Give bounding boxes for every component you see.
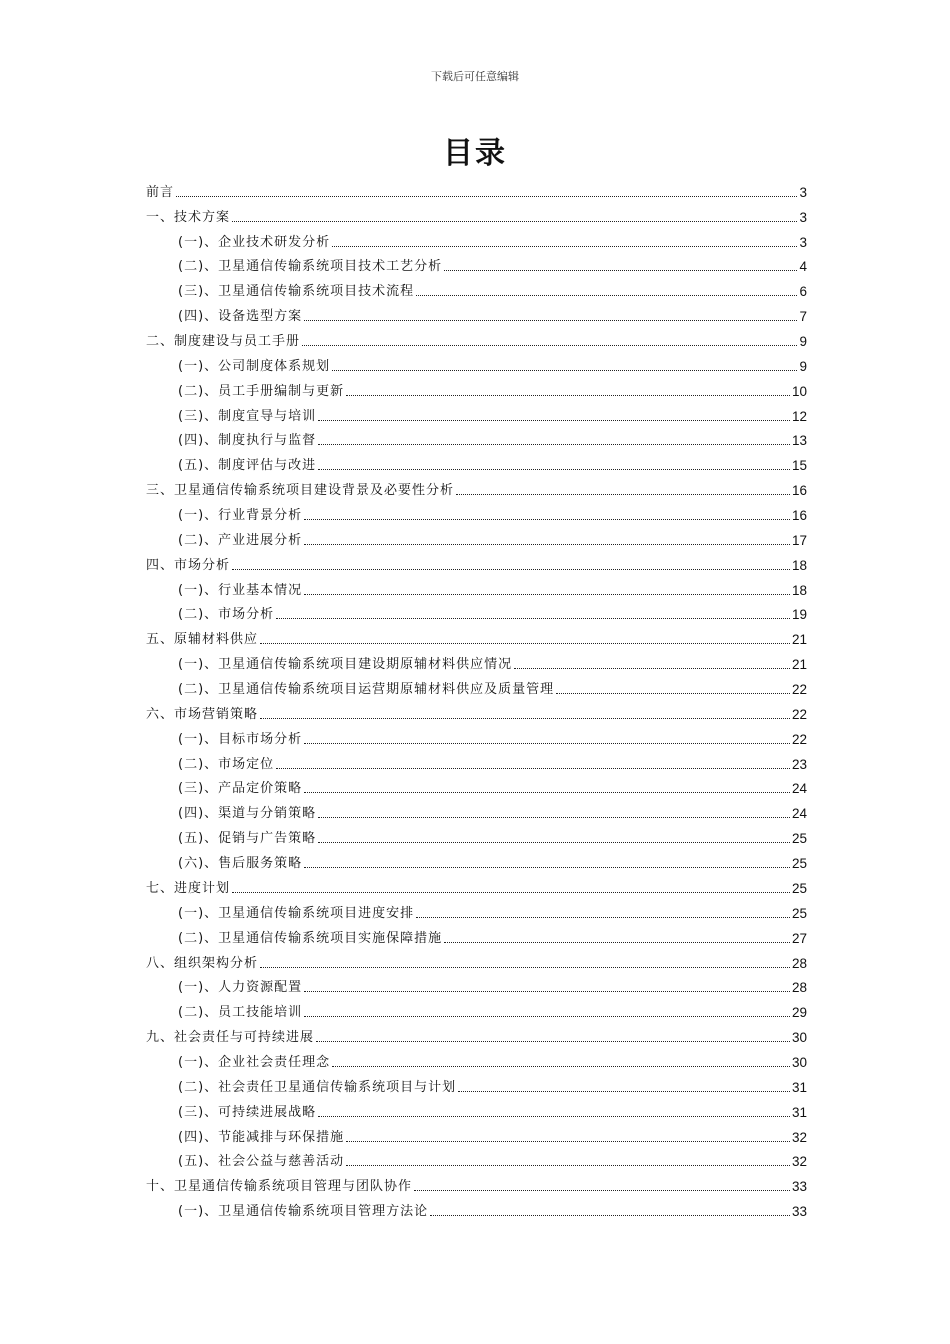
toc-entry-title: (一)、行业基本情况 (178, 582, 303, 598)
toc-dot-leader (304, 544, 790, 545)
toc-dot-leader (304, 991, 790, 992)
toc-dot-leader (346, 395, 790, 396)
toc-dot-leader (456, 494, 790, 495)
toc-dot-leader (276, 618, 790, 619)
toc-entry-title: 一、技术方案 (146, 209, 231, 225)
toc-dot-leader (302, 345, 797, 346)
toc-entry-page-number: 25 (791, 880, 807, 896)
toc-entry-title: (二)、卫星通信传输系统项目运营期原辅材料供应及质量管理 (178, 682, 555, 698)
toc-entry[interactable] (146, 973, 807, 998)
toc-entry[interactable] (146, 774, 807, 799)
toc-entry-page-number: 21 (791, 657, 807, 673)
toc-entry-title: (四)、节能减排与环保措施 (178, 1129, 345, 1145)
toc-entry[interactable] (146, 1171, 807, 1196)
toc-entry-title: 四、市场分析 (146, 557, 231, 573)
toc-entry-page-number: 33 (791, 1204, 807, 1220)
toc-entry-page-number: 25 (791, 831, 807, 847)
toc-entry[interactable] (146, 873, 807, 898)
toc-entry[interactable] (146, 948, 807, 973)
toc-dot-leader (304, 792, 790, 793)
toc-dot-leader (304, 519, 790, 520)
toc-entry[interactable] (146, 1072, 807, 1097)
page-header: 下载后可任意编辑 (431, 70, 519, 83)
toc-entry-title: (一)、目标市场分析 (178, 731, 303, 747)
toc-dot-leader (332, 1066, 790, 1067)
toc-entry-title: (二)、产业进展分析 (178, 532, 303, 548)
toc-entry-title: (六)、售后服务策略 (178, 856, 303, 872)
toc-entry-title: 二、制度建设与员工手册 (146, 334, 301, 350)
toc-entry[interactable] (146, 177, 807, 202)
toc-entry-title: (一)、企业社会责任理念 (178, 1054, 331, 1070)
toc-entry-page-number: 32 (791, 1129, 807, 1145)
toc-dot-leader (304, 867, 790, 868)
toc-entry[interactable] (146, 997, 807, 1022)
toc-entry-title: (二)、员工技能培训 (178, 1005, 303, 1021)
toc-entry[interactable] (146, 898, 807, 923)
toc-entry-title: (三)、产品定价策略 (178, 781, 303, 797)
toc-dot-leader (304, 594, 790, 595)
toc-entry[interactable] (146, 1122, 807, 1147)
page-title: 目录 (443, 136, 507, 171)
toc-entry[interactable] (146, 450, 807, 475)
toc-entry-page-number: 31 (791, 1079, 807, 1095)
toc-entry-page-number: 10 (791, 383, 807, 399)
table-of-contents (146, 177, 807, 1221)
toc-entry-page-number: 9 (799, 334, 807, 350)
toc-dot-leader (346, 1165, 790, 1166)
toc-entry-page-number: 17 (791, 532, 807, 548)
toc-entry-page-number: 3 (799, 184, 807, 200)
toc-entry-title: (一)、行业背景分析 (178, 508, 303, 524)
toc-entry-page-number: 25 (791, 856, 807, 872)
toc-entry-title: (二)、员工手册编制与更新 (178, 383, 345, 399)
toc-entry-page-number: 22 (791, 731, 807, 747)
toc-entry[interactable] (146, 301, 807, 326)
toc-entry-page-number: 22 (791, 706, 807, 722)
toc-entry-page-number: 3 (799, 234, 807, 250)
toc-entry[interactable] (146, 823, 807, 848)
toc-dot-leader (260, 718, 790, 719)
toc-entry-page-number: 25 (791, 905, 807, 921)
toc-dot-leader (416, 295, 797, 296)
toc-entry-title: 五、原辅材料供应 (146, 632, 259, 648)
toc-dot-leader (414, 1190, 790, 1191)
toc-entry[interactable] (146, 1196, 807, 1221)
toc-dot-leader (304, 320, 797, 321)
toc-dot-leader (276, 768, 790, 769)
toc-entry[interactable] (146, 1022, 807, 1047)
toc-entry-page-number: 33 (791, 1179, 807, 1195)
toc-dot-leader (318, 420, 790, 421)
toc-entry-page-number: 28 (791, 955, 807, 971)
toc-entry-page-number: 31 (791, 1104, 807, 1120)
toc-entry[interactable] (146, 351, 807, 376)
toc-entry[interactable] (146, 326, 807, 351)
toc-entry-title: (三)、可持续进展战略 (178, 1104, 317, 1120)
toc-dot-leader (304, 743, 790, 744)
toc-entry-title: (三)、制度宣导与培训 (178, 408, 317, 424)
toc-entry-title: (二)、卫星通信传输系统项目实施保障措施 (178, 930, 443, 946)
toc-entry-title: 十、卫星通信传输系统项目管理与团队协作 (146, 1179, 413, 1195)
toc-dot-leader (318, 817, 790, 818)
toc-entry-page-number: 29 (791, 1005, 807, 1021)
toc-dot-leader (232, 892, 790, 893)
toc-entry[interactable] (146, 401, 807, 426)
toc-entry-title: (五)、社会公益与慈善活动 (178, 1154, 345, 1170)
toc-entry-title: (五)、制度评估与改进 (178, 458, 317, 474)
toc-entry-title: (四)、渠道与分销策略 (178, 806, 317, 822)
toc-dot-leader (458, 1091, 790, 1092)
toc-entry[interactable] (146, 798, 807, 823)
toc-entry-title: (一)、卫星通信传输系统项目管理方法论 (178, 1204, 429, 1220)
toc-dot-leader (318, 1116, 790, 1117)
toc-entry-page-number: 4 (799, 259, 807, 275)
toc-entry-page-number: 21 (791, 632, 807, 648)
toc-dot-leader (260, 643, 790, 644)
toc-entry-title: 八、组织架构分析 (146, 955, 259, 971)
toc-entry-title: 六、市场营销策略 (146, 706, 259, 722)
toc-entry-page-number: 16 (791, 508, 807, 524)
toc-entry[interactable] (146, 500, 807, 525)
toc-dot-leader (176, 196, 797, 197)
toc-entry[interactable] (146, 674, 807, 699)
toc-entry[interactable] (146, 1047, 807, 1072)
toc-dot-leader (514, 668, 790, 669)
toc-entry-page-number: 7 (799, 309, 807, 325)
toc-entry-page-number: 18 (791, 582, 807, 598)
toc-dot-leader (332, 370, 797, 371)
toc-entry-page-number: 19 (791, 607, 807, 623)
toc-dot-leader (416, 917, 790, 918)
toc-entry-title: (二)、卫星通信传输系统项目技术工艺分析 (178, 259, 443, 275)
toc-entry-page-number: 22 (791, 682, 807, 698)
toc-dot-leader (332, 246, 797, 247)
toc-entry-title: (一)、卫星通信传输系统项目建设期原辅材料供应情况 (178, 657, 513, 673)
toc-entry[interactable] (146, 1147, 807, 1172)
toc-entry[interactable] (146, 202, 807, 227)
toc-entry[interactable] (146, 252, 807, 277)
toc-entry[interactable] (146, 426, 807, 451)
toc-entry-title: (二)、社会责任卫星通信传输系统项目与计划 (178, 1079, 457, 1095)
toc-entry[interactable] (146, 276, 807, 301)
toc-entry-title: (四)、制度执行与监督 (178, 433, 317, 449)
toc-entry-page-number: 30 (791, 1030, 807, 1046)
toc-dot-leader (444, 270, 797, 271)
toc-entry[interactable] (146, 525, 807, 550)
toc-entry-title: (四)、设备选型方案 (178, 309, 303, 325)
toc-dot-leader (304, 1016, 790, 1017)
toc-entry[interactable] (146, 724, 807, 749)
toc-entry[interactable] (146, 1097, 807, 1122)
toc-entry-page-number: 15 (791, 458, 807, 474)
toc-entry[interactable] (146, 923, 807, 948)
toc-entry-page-number: 24 (791, 781, 807, 797)
toc-entry-page-number: 16 (791, 483, 807, 499)
toc-dot-leader (556, 693, 790, 694)
toc-entry-page-number: 3 (799, 209, 807, 225)
toc-entry[interactable] (146, 600, 807, 625)
toc-dot-leader (318, 469, 790, 470)
toc-entry-title: 七、进度计划 (146, 880, 231, 896)
toc-dot-leader (316, 1041, 790, 1042)
toc-entry-title: 九、社会责任与可持续进展 (146, 1030, 315, 1046)
toc-entry-title: (二)、市场分析 (178, 607, 275, 623)
toc-entry-page-number: 6 (799, 284, 807, 300)
toc-entry-title: (一)、企业技术研发分析 (178, 234, 331, 250)
toc-entry-page-number: 23 (791, 756, 807, 772)
toc-entry-title: (一)、人力资源配置 (178, 980, 303, 996)
toc-entry-page-number: 9 (799, 358, 807, 374)
toc-entry-title: (二)、市场定位 (178, 756, 275, 772)
toc-entry-title: 三、卫星通信传输系统项目建设背景及必要性分析 (146, 483, 455, 499)
toc-entry[interactable] (146, 749, 807, 774)
toc-entry-title: (五)、促销与广告策略 (178, 831, 317, 847)
toc-entry-title: (一)、公司制度体系规划 (178, 358, 331, 374)
toc-dot-leader (444, 942, 790, 943)
toc-entry-title: (一)、卫星通信传输系统项目进度安排 (178, 905, 415, 921)
toc-entry-title: 前言 (146, 184, 175, 200)
toc-entry[interactable] (146, 575, 807, 600)
toc-entry[interactable] (146, 848, 807, 873)
toc-entry[interactable] (146, 624, 807, 649)
toc-entry[interactable] (146, 550, 807, 575)
toc-entry[interactable] (146, 376, 807, 401)
toc-entry-page-number: 18 (791, 557, 807, 573)
toc-dot-leader (232, 569, 790, 570)
toc-entry-page-number: 24 (791, 806, 807, 822)
toc-entry[interactable] (146, 649, 807, 674)
toc-entry[interactable] (146, 227, 807, 252)
toc-entry-page-number: 13 (791, 433, 807, 449)
toc-dot-leader (430, 1215, 790, 1216)
toc-entry-page-number: 30 (791, 1054, 807, 1070)
toc-entry-page-number: 28 (791, 980, 807, 996)
toc-dot-leader (318, 444, 790, 445)
toc-entry-page-number: 27 (791, 930, 807, 946)
toc-dot-leader (260, 967, 790, 968)
toc-dot-leader (346, 1141, 790, 1142)
toc-entry-title: (三)、卫星通信传输系统项目技术流程 (178, 284, 415, 300)
toc-dot-leader (318, 842, 790, 843)
toc-entry-page-number: 32 (791, 1154, 807, 1170)
toc-entry-page-number: 12 (791, 408, 807, 424)
toc-dot-leader (232, 221, 797, 222)
toc-entry[interactable] (146, 475, 807, 500)
toc-entry[interactable] (146, 699, 807, 724)
